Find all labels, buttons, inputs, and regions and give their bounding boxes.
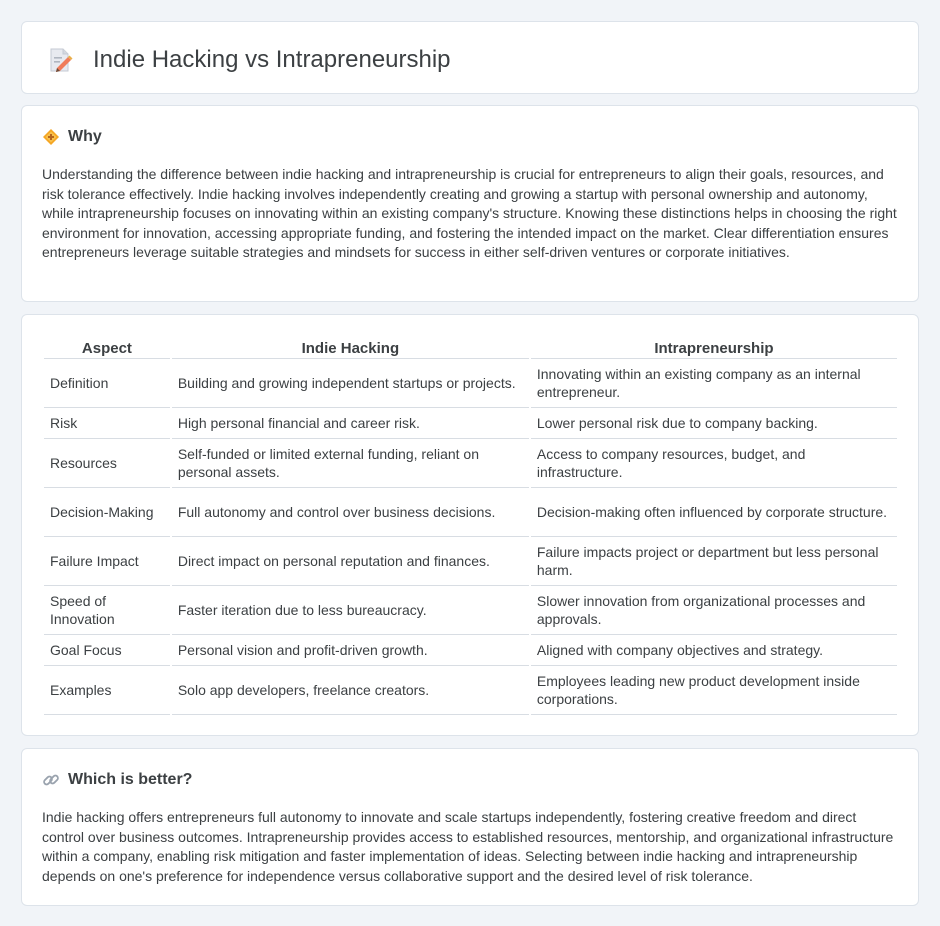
cell-indie: Full autonomy and control over business decisions. [172,488,529,537]
link-icon [42,771,60,789]
cell-indie: Faster iteration due to less bureaucracy. [172,586,529,635]
cell-aspect: Risk [44,408,170,439]
cell-indie: Personal vision and profit-driven growth. [172,635,529,666]
title-row [46,46,451,74]
better-heading-row [42,771,192,789]
cell-intra: Access to company resources, budget, and infrastructure. [531,439,897,488]
cell-intra: Decision-making often influenced by corporate structure. [531,488,897,537]
better-paragraph: Indie hacking offers entrepreneurs full autonomy to innovate and scale startups independently, fostering creative freedom and direct control over business outcomes. Intrapreneurship provides access to established resources, mentorship, and organizational infrastructure within a company, enabling risk mitigation and faster implementation of ideas. Selecting between indie hacking and intrapreneurship depends on one's preference for independence versus collaborative support and the desired level of risk tolerance. [42,809,894,884]
cell-indie: Direct impact on personal reputation and finances. [172,537,529,586]
table-row [44,359,897,408]
cell-intra: Slower innovation from organizational processes and approvals. [531,586,897,635]
header-indie-hacking: Indie Hacking [172,337,529,359]
table-row [44,666,897,715]
cell-indie: Building and growing independent startups or projects. [172,359,529,408]
header-intrapreneurship: Intrapreneurship [531,337,897,359]
cell-indie: Self-funded or limited external funding, reliant on personal assets. [172,439,529,488]
cell-intra: Failure impacts project or department but less personal harm. [531,537,897,586]
cell-intra: Lower personal risk due to company backing. [531,408,897,439]
better-heading: Which is better? [68,771,193,788]
cell-intra: Innovating within an existing company as an internal entrepreneur. [531,359,897,408]
diamond-warning-icon [42,128,60,146]
table-row [44,408,897,439]
why-card [21,105,919,302]
why-heading: Why [68,128,102,145]
cell-intra: Aligned with company objectives and strategy. [531,635,897,666]
comparison-table [42,337,899,715]
page-title: Indie Hacking vs Intrapreneurship [93,46,451,73]
better-card [21,748,919,906]
why-heading-row [42,128,102,146]
table-row [44,537,897,586]
table-row [44,635,897,666]
header-aspect: Aspect [44,337,170,359]
table-header-row [44,337,897,359]
title-card [21,21,919,94]
why-paragraph: Understanding the difference between indie hacking and intrapreneurship is crucial for entrepreneurs to align their goals, resources, and risk tolerance effectively. Indie hacking involves independently creating and growing a startup with personal ownership and autonomy, while intrapreneurship focuses on innovating within an existing company's structure. Knowing these distinctions helps in choosing the right environment for innovation, accessing appropriate funding, and fostering the intended impact on the market. Clear differentiation ensures entrepreneurs leverage suitable strategies and mindsets for success in either self-driven ventures or corporate initiatives. [42,166,897,260]
cell-aspect: Failure Impact [44,537,170,586]
table-row [44,586,897,635]
table-row [44,439,897,488]
cell-indie: Solo app developers, freelance creators. [172,666,529,715]
cell-aspect: Resources [44,439,170,488]
cell-aspect: Definition [44,359,170,408]
cell-intra: Employees leading new product development inside corporations. [531,666,897,715]
cell-aspect: Examples [44,666,170,715]
cell-aspect: Speed of Innovation [44,586,170,635]
document-pencil-icon [46,46,74,74]
table-row [44,488,897,537]
comparison-card [21,314,919,736]
cell-aspect: Decision-Making [44,488,170,537]
cell-aspect: Goal Focus [44,635,170,666]
cell-indie: High personal financial and career risk. [172,408,529,439]
